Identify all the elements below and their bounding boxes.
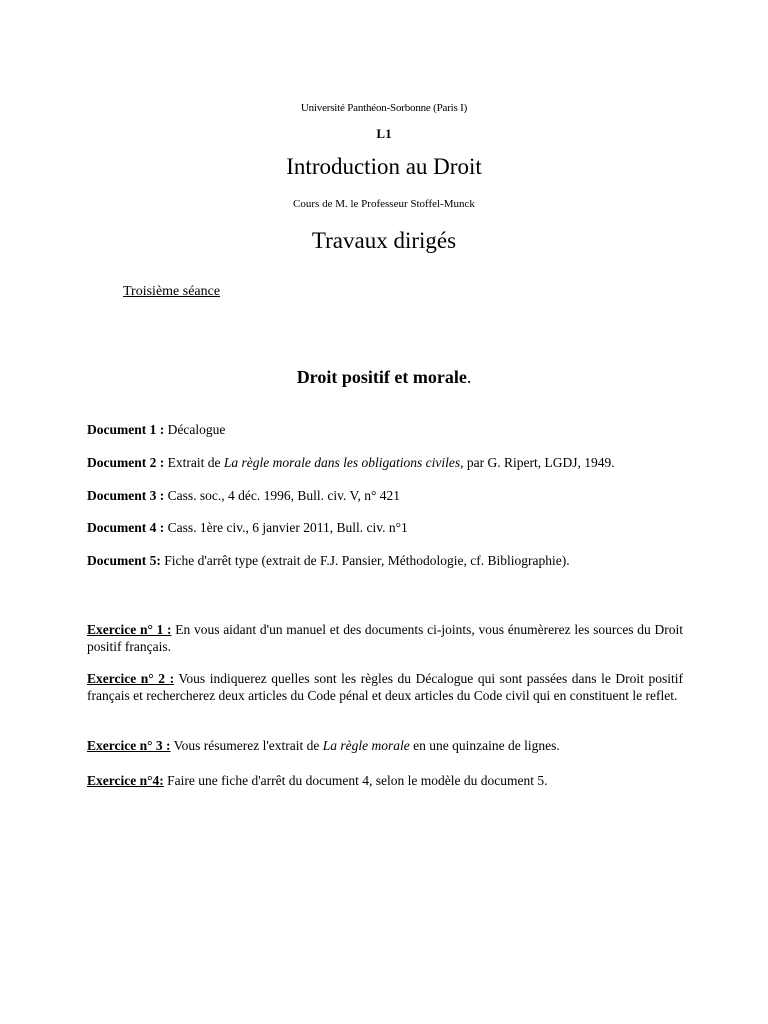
university-name: Université Panthéon-Sorbonne (Paris I) [300,102,468,114]
section-title: Travaux dirigés [311,228,457,253]
exercise-label: Exercice n°4: [87,773,164,788]
exercise-4 [87,772,683,789]
document-text: Cass. soc., 4 déc. 1996, Bull. civ. V, n° 421 [167,488,401,503]
exercise-text-prefix: Vous résumerez l'extrait de [173,738,323,753]
document-text: Cass. 1ère civ., 6 janvier 2011, Bull. civ. n°1 [167,520,408,535]
document-item-2 [87,455,687,471]
document-text-suffix: par G. Ripert, LGDJ, 1949. [463,455,615,470]
exercise-title-italic: La règle morale [322,738,410,753]
document-label: Document 3 : [87,488,165,503]
session-label: Troisième séance [123,284,221,299]
professor-line: Cours de M. le Professeur Stoffel-Munck [293,198,475,210]
exercise-text: Vous indiquerez quelles sont les règles du Décalogue qui sont passées dans le Droit positif français et rechercherez deux articles du Code pénal et deux articles du Code civil qui en constituent le reflet. [87,671,683,703]
exercise-label: Exercice n° 1 : [87,622,172,637]
document-title-italic: La règle morale dans les obligations civiles, [223,455,464,470]
exercise-3 [87,737,683,754]
subject-title [0,367,768,388]
exercise-text-suffix: en une quinzaine de lignes. [409,738,560,753]
exercise-2 [87,670,683,704]
document-text: Fiche d'arrêt type (extrait de F.J. Pansier, Méthodologie, cf. Bibliographie). [164,553,570,568]
document-label: Document 1 : [87,422,165,437]
subject-title-text: Droit positif et morale [296,367,467,387]
document-label: Document 2 : [87,455,165,470]
document-item-1 [87,422,687,438]
exercise-label: Exercice n° 3 : [87,738,171,753]
document-item-3 [87,488,687,504]
level-label: L1 [376,126,392,141]
document-label: Document 4 : [87,520,165,535]
course-title: Introduction au Droit [286,154,482,179]
exercise-1 [87,621,683,655]
subject-period: . [466,367,472,387]
exercise-text: Faire une fiche d'arrêt du document 4, selon le modèle du document 5. [167,773,548,788]
document-item-4 [87,520,687,536]
document-text-prefix: Extrait de [167,455,224,470]
document-text: Décalogue [167,422,226,437]
document-item-5 [87,553,687,569]
exercise-label: Exercice n° 2 : [87,671,175,686]
exercise-text: En vous aidant d'un manuel et des documents ci-joints, vous énumèrerez les sources du Droit positif français. [87,622,683,654]
document-label: Document 5: [87,553,161,568]
